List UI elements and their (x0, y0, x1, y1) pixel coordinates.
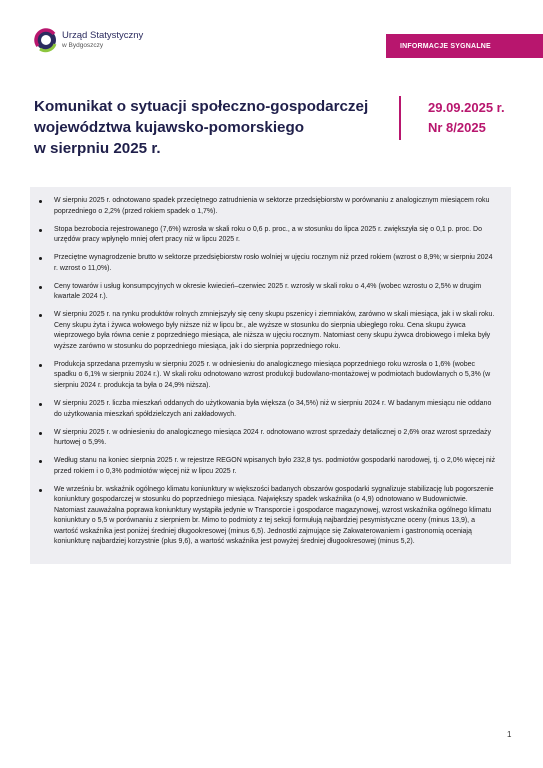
summary-item: W sierpniu 2025 r. w odniesieniu do analogicznego miesiąca 2024 r. odnotowano wzrost sprzedaży detalicznej o 2,6% oraz wzrost sprzedaży hurtowej o 5,9%. (54, 428, 497, 449)
title-line3: w sierpniu 2025 r. (34, 140, 161, 157)
summary-item: W sierpniu 2025 r. liczba mieszkań oddanych do użytkowania była większa (o 34,5%) niż w sierpniu 2024 r. W badanym miesiącu nie oddano do użytkowania mieszkań spółdzielczych ani zakładowych. (54, 399, 497, 420)
summary-item: W sierpniu 2025 r. na rynku produktów rolnych zmniejszyły się ceny skupu pszenicy i ziemniaków, zarówno w skali miesiąca, jak i w skali roku. Ceny skupu żyta i żywca wołowego były niższe niż w lipcu br., ale wyższe w stosunku do sierpnia ubiegłego roku. Cena skupu żywca wieprzowego była równa cenie z poprzedniego miesiąca, ale niższa w ujęciu rocznym. Natomiast ceny skupu żywca drobiowego i mleka były wyższe zarówno w stosunku do poprzedniego miesiąca, jak i do sierpnia poprzedniego roku. (54, 310, 497, 352)
title-divider (399, 96, 401, 140)
summary-item: Przeciętne wynagrodzenie brutto w sektorze przedsiębiorstw rosło wolniej w ujęciu rocznym niż przed rokiem (wzrost o 8,9%; w sierpniu 2024 r. wzrost o 11,0%). (54, 253, 497, 274)
summary-box (30, 187, 511, 564)
logo-icon (34, 28, 58, 58)
summary-item: Ceny towarów i usług konsumpcyjnych w okresie kwiecień–czerwiec 2025 r. wzrosły w skali roku o 4,4% (wobec wzrostu o 2,5% w drugim kwartale 2024 r.). (54, 282, 497, 303)
summary-item: Produkcja sprzedana przemysłu w sierpniu 2025 r. w odniesieniu do analogicznego miesiąca poprzedniego roku wzrosła o 1,6% (wobec spadku o 6,1% w sierpniu 2024 r.). W skali roku odnotowano wzrost produkcji budowlano-montażowej w podmiotach budowlanych o 5,3% (w sierpniu 2024 r. produkcja ta była o 24,9% niższa). (54, 360, 497, 392)
summary-item: Stopa bezrobocia rejestrowanego (7,6%) wzrosła w skali roku o 0,6 p. proc., a w stosunku do lipca 2025 r. zwiększyła się o 0,1 p. proc. Do urzędów pracy wpłynęło mniej ofert pracy niż w lipcu 2025 r. (54, 225, 497, 246)
title-line2: województwa kujawsko-pomorskiego (34, 119, 305, 136)
summary-item: W sierpniu 2025 r. odnotowano spadek przeciętnego zatrudnienia w sektorze przedsiębiorstw w porównaniu z analogicznym miesiącem roku poprzedniego o 2,2% (przed rokiem spadek o 1,7%). (54, 196, 497, 217)
page-title (34, 96, 384, 159)
logo-line1: Urząd Statystyczny (62, 30, 144, 41)
release-info (428, 98, 505, 138)
release-number: Nr 8/2025 (428, 120, 486, 135)
summary-list (30, 187, 511, 548)
summary-item: Według stanu na koniec sierpnia 2025 r. w rejestrze REGON wpisanych było 232,8 tys. podmiotów gospodarki narodowej, tj. o 2,0% więcej niż przed rokiem i o 0,3% podmiotów więcej niż w lipcu 2025 r. (54, 456, 497, 477)
logo-line2: w Bydgoszczy (62, 42, 104, 49)
publication-type-badge: INFORMACJE SYGNALNE (386, 34, 543, 58)
page-number: 1 (507, 730, 512, 739)
summary-item: We wrześniu br. wskaźnik ogólnego klimatu koniunktury w większości badanych obszarów gospodarki sygnalizuje stabilizację lub pogorszenie koniunktury gospodarczej w stosunku do poprzedniego miesiąca. Największy spadek wskaźnika (o 4,9) odnotowano w Budownictwie. Natomiast zauważalna poprawa koniunktury wystąpiła jedynie w Transporcie i gospodarce magazynowej, wzrost wskaźnika ogólnego klimatu koniunktury o 5,5 w porównaniu z sierpniem br. Mimo to podmioty z tej sekcji formułują najbardziej pesymistyczne oceny (minus 13,9), a wartość wskaźnika jest poniżej średniej długookresowej (minus 6,5). Jednostki zajmujące się Zakwaterowaniem i gastronomią oceniają koniunkturę najbardziej korzystnie (plus 9,6), a wartość wskaźnika jest powyżej średniej długookresowej (minus 5,2). (54, 485, 497, 548)
title-line1: Komunikat o sytuacji społeczno-gospodarczej (34, 98, 369, 115)
release-date: 29.09.2025 r. (428, 100, 505, 115)
logo (34, 28, 194, 64)
logo-text (62, 31, 143, 51)
